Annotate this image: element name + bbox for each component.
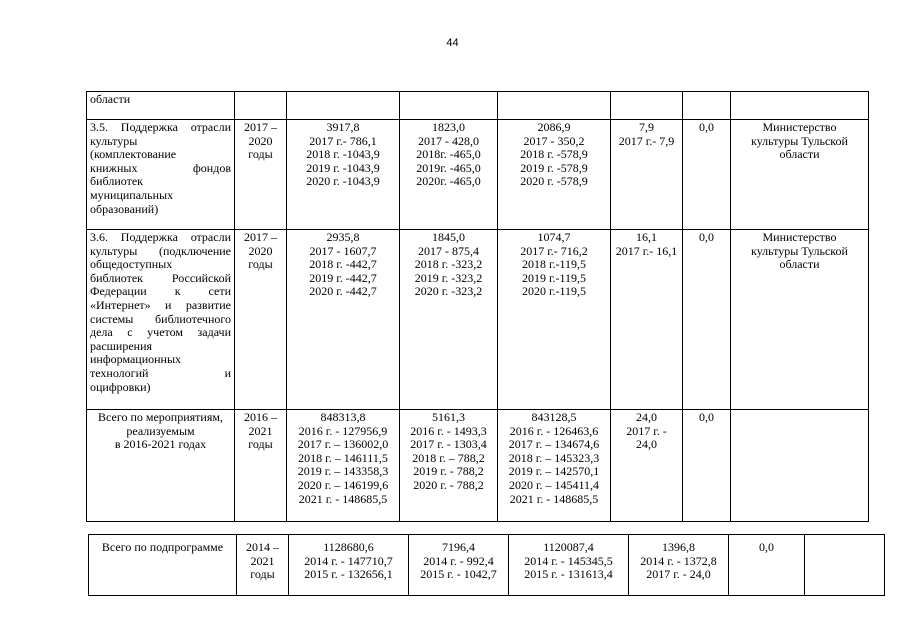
total-amount-line: 2020 г. – 146199,6 <box>297 477 389 492</box>
measure-name-line: в 2016-2021 годах <box>114 437 207 452</box>
regional-amount-line: 2021 г. - 148685,5 <box>509 491 599 506</box>
measure-name-line: расширения <box>90 338 153 353</box>
subprogram-federal-line: 2014 г. - 992,4 <box>423 553 494 568</box>
subprogram-municipal-line: 2014 г. - 1372,8 <box>640 553 717 568</box>
federal-amount-cell <box>400 410 498 522</box>
extra-amount-line: 0,0 <box>699 410 714 424</box>
regional-amount-line: 2020 г.-119,5 <box>521 284 587 299</box>
total-amount-line: 848313,8 <box>320 410 366 424</box>
total-amount-cell <box>287 230 400 410</box>
federal-amount-line: 2019г. -465,0 <box>416 160 481 175</box>
years-cell <box>235 410 287 522</box>
federal-amount-cell <box>400 230 498 410</box>
regional-amount-line: 2019 г.-119,5 <box>521 270 587 285</box>
municipal-amount-line: 2017 г.- 7,9 <box>618 133 675 148</box>
total-amount-cell <box>287 120 400 230</box>
subprogram-years-cell <box>237 535 289 596</box>
total-amount-line: 2019 г. -442,7 <box>309 270 377 285</box>
regional-amount-line: 843128,5 <box>531 410 577 424</box>
table-row <box>87 230 869 410</box>
subprogram-federal-line: 7196,4 <box>442 540 475 554</box>
measure-name-line: дела с учетом задачи <box>90 325 231 340</box>
federal-amount-line: 2020г. -465,0 <box>416 174 481 189</box>
executor-line: области <box>779 257 820 272</box>
federal-amount-line: 2018 г. – 788,2 <box>412 450 485 465</box>
years-line: 2017 – <box>244 120 277 134</box>
regional-amount-cell <box>498 120 611 230</box>
subprogram-total-cell <box>289 535 409 596</box>
measure-name-line: библиотек Российской <box>90 270 231 285</box>
total-amount-cell <box>287 92 400 120</box>
subprogram-total-row <box>89 535 885 596</box>
subprogram-regional-line: 1120087,4 <box>543 540 594 554</box>
subprogram-regional-cell <box>509 535 629 596</box>
measure-name-line: Всего по мероприятиям, <box>98 410 223 424</box>
table-row <box>87 120 869 230</box>
regional-amount-line: 2019 г. – 142570,1 <box>508 464 600 479</box>
total-amount-line: 3917,8 <box>326 120 360 134</box>
subprogram-name-cell <box>89 535 237 596</box>
table-row <box>87 92 869 120</box>
subprogram-municipal-line: 1396,8 <box>662 540 695 554</box>
regional-amount-line: 2016 г. - 126463,6 <box>509 423 599 438</box>
total-amount-line: 2021 г. - 148685,5 <box>298 491 388 506</box>
measure-name-line: 3.6. Поддержка отрасли <box>90 230 231 244</box>
subprogram-regional-line: 2014 г. - 145345,5 <box>524 553 613 568</box>
regional-amount-cell <box>498 92 611 120</box>
total-amount-line: 2019 г. -1043,9 <box>306 160 380 175</box>
executor-line: Министерство <box>762 120 837 134</box>
measure-name-line: Федерации к сети <box>90 284 231 299</box>
years-line: 2021 <box>248 423 273 438</box>
subprogram-executor-cell <box>805 535 885 596</box>
years-line: годы <box>248 437 273 452</box>
federal-amount-line: 2018г. -465,0 <box>416 147 481 162</box>
municipal-amount-line: 24,0 <box>636 437 657 452</box>
subprogram-extra-value: 0,0 <box>759 540 774 554</box>
total-amount-line: 2018 г. -1043,9 <box>306 147 380 162</box>
municipal-amount-cell <box>611 410 683 522</box>
executor-cell <box>731 120 869 230</box>
total-amount-line: 2020 г. -1043,9 <box>306 174 380 189</box>
total-amount-line: 2018 г. – 146111,5 <box>298 450 388 465</box>
regional-amount-cell <box>498 410 611 522</box>
municipal-amount-cell <box>611 92 683 120</box>
measure-name-cell <box>87 120 235 230</box>
subprogram-extra-cell <box>729 535 805 596</box>
municipal-amount-line: 2017 г. - <box>626 423 667 438</box>
federal-amount-line: 2017 - 428,0 <box>418 133 479 148</box>
federal-amount-line: 2019 г. -323,2 <box>414 270 483 285</box>
regional-amount-line: 2086,9 <box>537 120 571 134</box>
subprogram-total-line: 2015 г. - 132656,1 <box>304 567 393 582</box>
regional-amount-line: 2018 г. – 145323,3 <box>508 450 600 465</box>
page-number: 44 <box>446 37 459 49</box>
years-cell <box>235 120 287 230</box>
total-amount-cell <box>287 410 400 522</box>
years-line: 2016 – <box>244 410 277 424</box>
measure-name-line: информационных <box>90 352 182 367</box>
executor-cell <box>731 230 869 410</box>
subprogram-years-line: годы <box>250 567 275 582</box>
federal-amount-cell <box>400 92 498 120</box>
program-measures-table <box>86 91 869 522</box>
measure-name-line: «Интернет» и развитие <box>90 297 231 312</box>
subprogram-municipal-cell <box>629 535 729 596</box>
extra-amount-cell <box>683 92 731 120</box>
total-amount-line: 2017 - 1607,7 <box>309 243 377 258</box>
municipal-amount-line: 24,0 <box>636 410 657 424</box>
measure-name-line: реализуемым <box>126 423 195 438</box>
federal-amount-line: 2019 г. - 788,2 <box>413 464 484 479</box>
federal-amount-line: 2020 г. - 788,2 <box>413 477 484 492</box>
subprogram-regional-line: 2015 г. - 131613,4 <box>524 567 613 582</box>
federal-amount-line: 2020 г. -323,2 <box>414 284 483 299</box>
total-amount-line: 2017 г.- 786,1 <box>309 133 377 148</box>
federal-amount-line: 1845,0 <box>432 230 465 244</box>
measure-name-cell <box>87 230 235 410</box>
measure-name-line: общедоступных <box>90 257 173 272</box>
table-row <box>87 410 869 522</box>
measure-name-line: культуры <box>90 133 138 148</box>
measure-name-line: муниципальных <box>90 187 174 202</box>
total-amount-line: 2019 г. – 143358,3 <box>297 464 389 479</box>
measure-name-line: области <box>90 92 131 106</box>
measure-name-line: оцифровки) <box>90 379 151 394</box>
extra-amount-cell <box>683 410 731 522</box>
executor-line: культуры Тульской <box>751 243 848 258</box>
years-cell <box>235 92 287 120</box>
regional-amount-cell <box>498 230 611 410</box>
municipal-amount-line: 16,1 <box>636 230 657 244</box>
municipal-amount-cell <box>611 120 683 230</box>
regional-amount-line: 2018 г.-119,5 <box>521 257 587 272</box>
federal-amount-cell <box>400 120 498 230</box>
federal-amount-line: 2018 г. -323,2 <box>414 257 483 272</box>
regional-amount-line: 2017 - 350,2 <box>523 133 585 148</box>
executor-cell <box>731 410 869 522</box>
regional-amount-line: 2018 г. -578,9 <box>520 147 588 162</box>
municipal-amount-line: 7,9 <box>639 120 654 134</box>
regional-amount-line: 2017 г. – 134674,6 <box>508 437 600 452</box>
extra-amount-line: 0,0 <box>699 230 714 244</box>
extra-amount-cell <box>683 230 731 410</box>
total-amount-line: 2935,8 <box>326 230 360 244</box>
years-line: годы <box>248 147 273 162</box>
executor-line: области <box>779 147 820 162</box>
federal-amount-line: 2017 - 875,4 <box>418 243 479 258</box>
years-line: 2020 <box>248 133 273 148</box>
years-cell <box>235 230 287 410</box>
regional-amount-line: 2020 г. -578,9 <box>520 174 588 189</box>
subprogram-total-line: 2014 г. - 147710,7 <box>304 553 393 568</box>
executor-line: культуры Тульской <box>751 133 848 148</box>
regional-amount-line: 1074,7 <box>537 230 571 244</box>
subprogram-total-table <box>88 534 885 596</box>
measure-name-line: 3.5. Поддержка отрасли <box>90 120 231 134</box>
federal-amount-line: 2016 г. - 1493,3 <box>410 423 487 438</box>
measure-name-line: культуры (подключение <box>90 243 231 258</box>
regional-amount-line: 2019 г. -578,9 <box>520 160 588 175</box>
subprogram-years-line: 2021 <box>250 553 275 568</box>
regional-amount-line: 2017 г.- 716,2 <box>520 243 588 258</box>
subprogram-years-line: 2014 – <box>246 540 279 554</box>
subprogram-federal-cell <box>409 535 509 596</box>
measure-name-line: системы библиотечного <box>90 311 231 326</box>
measure-name-line: образований) <box>90 201 159 216</box>
municipal-amount-cell <box>611 230 683 410</box>
total-amount-line: 2016 г. - 127956,9 <box>298 423 388 438</box>
extra-amount-line: 0,0 <box>699 120 714 134</box>
measure-name-line: технологий и <box>90 365 231 380</box>
total-amount-line: 2017 г. – 136002,0 <box>297 437 389 452</box>
subprogram-federal-line: 2015 г. - 1042,7 <box>420 567 497 582</box>
federal-amount-line: 5161,3 <box>432 410 465 424</box>
measure-name-cell <box>87 410 235 522</box>
years-line: 2017 – <box>244 230 277 244</box>
executor-line: Министерство <box>762 230 837 244</box>
subprogram-name: Всего по подпрограмме <box>101 540 224 554</box>
total-amount-line: 2018 г. -442,7 <box>309 257 377 272</box>
federal-amount-line: 1823,0 <box>432 120 465 134</box>
years-line: годы <box>248 257 273 272</box>
measure-name-line: книжных фондов <box>90 160 231 175</box>
municipal-amount-line: 2017 г.- 16,1 <box>615 243 678 258</box>
measure-name-line: библиотек <box>90 174 143 189</box>
federal-amount-line: 2017 г. - 1303,4 <box>410 437 487 452</box>
measure-name-line: (комплектование <box>90 147 177 162</box>
subprogram-municipal-line: 2017 г. - 24,0 <box>646 567 711 582</box>
executor-cell <box>731 92 869 120</box>
measure-name-cell <box>87 92 235 120</box>
total-amount-line: 2020 г. -442,7 <box>309 284 377 299</box>
extra-amount-cell <box>683 120 731 230</box>
years-line: 2020 <box>248 243 273 258</box>
regional-amount-line: 2020 г. – 145411,4 <box>508 477 600 492</box>
subprogram-total-line: 1128680,6 <box>323 540 374 554</box>
